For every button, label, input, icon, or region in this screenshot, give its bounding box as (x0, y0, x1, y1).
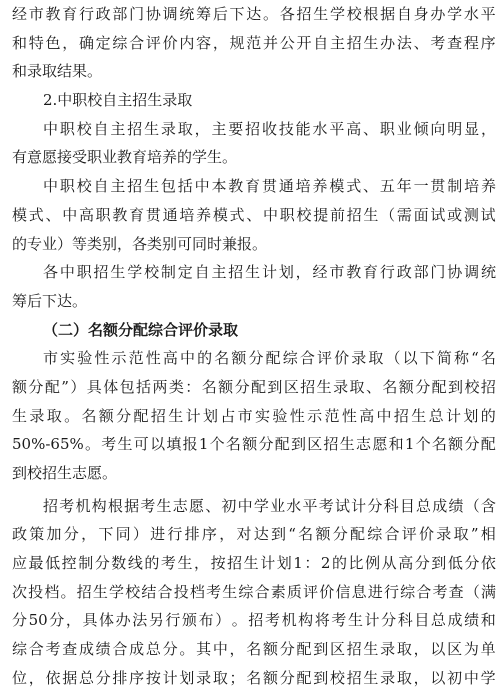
text-line: 模 式 、 中 高 职 教 育 贯 通 培 养 模 式 、 中 职 校 提 前 招 生 （ 需 面 试 或 测 试 (12, 205, 496, 224)
text-line: 分 50 分 ， 具 体 办 法 另 行 颁 布 ） 。 招 考 机 构 将 考 生 计 分 科 目 总 成 绩 和 (12, 611, 496, 630)
text-line: 综 合 考 查 成 绩 合 成 总 分 。 其 中 ， 名 额 分 配 到 区 招 生 录 取 ， 以 区 为 单 (12, 640, 496, 659)
text-line: 次 投 档 。 招 生 学 校 结 合 投 档 考 生 综 合 素 质 评 价 信 息 进 行 综 合 考 查 （ 满 (12, 582, 496, 601)
text-line: 中 职 校 自 主 招 生 录 取 ， 主 要 招 收 技 能 水 平 高 、 职 业 倾 向 明 显 ， (43, 119, 496, 138)
text-line: 和录取结果。 (12, 62, 103, 81)
text-line: 50%-65% 。 考 生 可 以 填 报 1 个 名 额 分 配 到 区 招 生 志 愿 和 1 个 名 额 分 配 (12, 435, 496, 454)
text-line: （二）名额分配综合评价录取 (43, 320, 239, 339)
text-line: 和 特 色 ， 确 定 综 合 评 价 内 容 ， 规 范 并 公 开 自 主 招 生 办 法 、 考 查 程 序 (12, 33, 496, 52)
text-line: 有意愿接受职业教育培养的学生。 (12, 148, 238, 167)
text-line: 到校招生志愿。 (12, 464, 118, 482)
text-line: 各 中 职 招 生 学 校 制 定 自 主 招 生 计 划 ， 经 市 教 育 行 政 部 门 协 调 统 (43, 263, 496, 282)
text-line: 政 策 加 分 ， 下 同 ） 进 行 排 序 ， 对 达 到 “ 名 额 分 配 综 合 评 价 录 取 ” 相 (12, 525, 496, 544)
document-page (12, 0, 496, 700)
text-line: 位 ， 依 据 总 分 排 序 按 计 划 录 取 ； 名 额 分 配 到 校 招 生 录 取 ， 以 初 中 学 (12, 668, 496, 687)
text-line: 经 市 教 育 行 政 部 门 协 调 统 筹 后 下 达 。 各 招 生 学 校 根 据 自 身 办 学 水 平 (12, 5, 496, 23)
text-line: 筹后下达。 (12, 291, 88, 310)
text-line: 生 录 取 。 名 额 分 配 招 生 计 划 占 市 实 验 性 示 范 性 高 中 招 生 总 计 划 的 (12, 406, 496, 425)
text-line: 中 职 校 自 主 招 生 包 括 中 本 教 育 贯 通 培 养 模 式 、 五 年 一 贯 制 培 养 (43, 177, 496, 196)
text-line: 2.中职校自主招生录取 (43, 91, 193, 110)
text-line: 市 实 验 性 示 范 性 高 中 的 名 额 分 配 综 合 评 价 录 取 （ 以 下 简 称 “ 名 (43, 349, 496, 368)
text-line: 额 分 配 ” ） 具 体 包 括 两 类 ： 名 额 分 配 到 区 招 生 录 取 、 名 额 分 配 到 校 招 (12, 377, 496, 396)
text-line: 应 最 低 控 制 分 数 线 的 考 生 ， 按 招 生 计 划 1 ： 2 的 比 例 从 高 分 到 低 分 依 (12, 554, 496, 573)
text-line: 的专业）等类别，各类别可同时兼报。 (12, 234, 268, 253)
text-line: 招 考 机 构 根 据 考 生 志 愿 、 初 中 学 业 水 平 考 试 计 分 科 目 总 成 绩 （ 含 (43, 496, 496, 515)
